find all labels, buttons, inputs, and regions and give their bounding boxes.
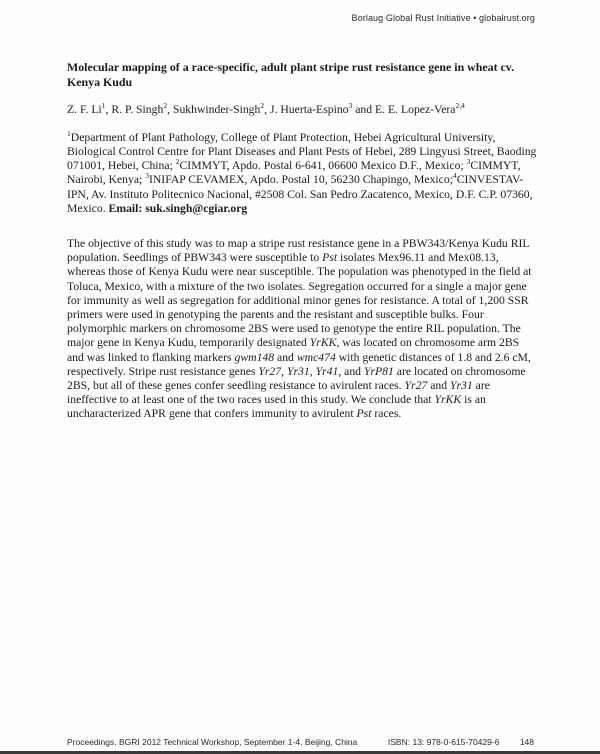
author-line: Z. F. Li$^1$, R. P. Singh$^2$, Sukhwinder-Singh$^2$, J. Huerta-Espino$^3$ and E. E. Lopez-Vera$^{2,4}$ [67,100,465,116]
footer-page-number: 148 [519,737,534,747]
page-footer [67,737,534,747]
footer-right-group [388,737,534,747]
article-content [67,60,537,422]
footer-proceedings-text: Proceedings, BGRI 2012 Technical Workshop, September 1-4, Beijing, China [67,737,358,747]
header-running-title: Borlaug Global Rust Initiative • globalrust.org [351,13,535,23]
abstract-paragraph: The objective of this study was to map a stripe rust resistance gene in a PBW343/Kenya Kudu RIL population. Seedlings of PBW343 were susceptible to Pst isolates Mex96.11 and Mex08.13, whereas those of Kenya Kudu were near susceptible. The population was phenotyped in the field at Toluca, Mexico, with a mixture of the two isolates. Segregation occurred for a single a major gene for immunity as well as segregation for additional minor genes for resistance. A total of 1,200 SSR primers were used in genotyping the parents and the resistant and susceptible bulks. Four polymorphic markers on chromosome 2BS were used to genotype the entire RIL population. The major gene in Kenya Kudu, temporarily designated YrKK, was located on chromosome arm 2BS and was linked to flanking markers gwm148 and wmc474 with genetic distances of 1.8 and 2.6 cM, respectively. Stripe rust resistance genes Yr27, Yr31, Yr41, and YrP81 are located on chromosome 2BS, but all of these genes confer seedling resistance to avirulent races. Yr27 and Yr31 are ineffective to at least one of the two races used in this study. We conclude that YrKK is an uncharacterized APR gene that confers immunity to avirulent Pst races. [67,237,532,421]
article-title: Molecular mapping of a race-specific, adult plant stripe rust resistance gene in wheat cv. Kenya Kudu [67,60,515,90]
footer-isbn: ISBN: 13: 978-0-615-70429-6 [387,737,500,747]
page-header [67,13,535,23]
affiliations-paragraph: $^1$Department of Plant Pathology, College of Plant Protection, Hebei Agricultural University, Biological Control Centre for Plant Diseases and Plant Pests of Hebei, 289 Lingyusi Street, Baoding 071001, Hebei, China; $^2$CIMMYT, Apdo. Postal 6-641, 06600 Mexico D.F., Mexico; $^3$CIMMYT, Nairobi, Kenya; $^3$INIFAP CEVAMEX, Apdo. Postal 10, 56230 Chapingo, Mexico;$^4$CINVESTAV-IPN, Av. Instituto Politecnico Nacional, #2508 Col. San Pedro Zacatenco, Mexico, D.F. C.P. 07360, Mexico. Email: suk.singh@cgiar.org [67,128,537,215]
